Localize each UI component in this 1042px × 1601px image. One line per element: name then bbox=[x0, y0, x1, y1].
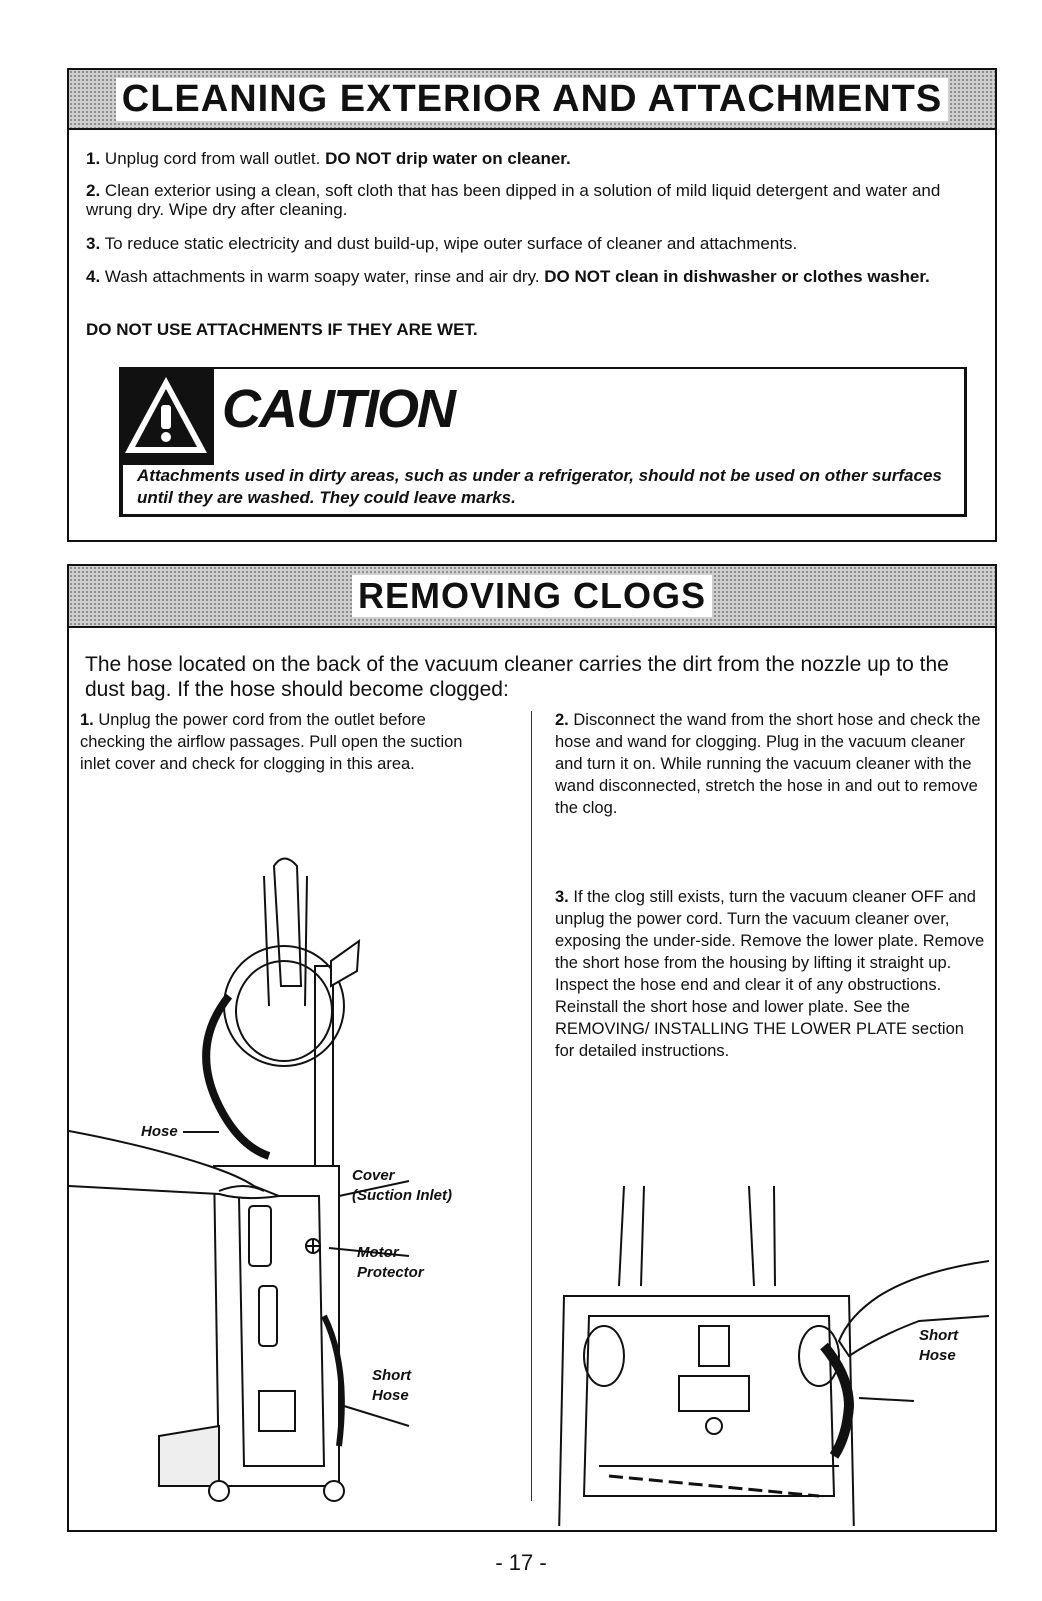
caution-frame-right bbox=[964, 367, 967, 517]
caution-panel bbox=[119, 367, 967, 517]
caution-icon-block bbox=[119, 367, 214, 465]
label-motor: Motor bbox=[357, 1244, 399, 1261]
cleaning-step-1: 1. Unplug cord from wall outlet. DO NOT drip water on cleaner. bbox=[86, 149, 571, 168]
label-cover-sub: (Suction Inlet) bbox=[352, 1187, 452, 1204]
label-short-hose-left-sub: Hose bbox=[372, 1387, 409, 1404]
warning-triangle-icon bbox=[119, 367, 214, 465]
clog-step-2: 2. Disconnect the wand from the short hose and check the hose and wand for clogging. Plug in the vacuum cleaner and turn it on. While running the vacuum cleaner with the wand disconnected, stretch the hose in and out to remove the clog. bbox=[555, 711, 981, 817]
clog-step-3: 3. If the clog still exists, turn the vacuum cleaner OFF and unplug the power cord. Turn the vacuum cleaner over, exposing the under-side. Remove the lower plate. Remove the short hose from the housing by lifting it straight up. Inspect the hose end and clear it of any obstructions. Reinstall the short hose and lower plate. See the REMOVING/ INSTALLING THE LOWER PLATE section for detailed instructions. bbox=[555, 888, 985, 1060]
cleaning-section bbox=[67, 68, 997, 542]
caution-text: Attachments used in dirty areas, such as under a refrigerator, should not be used on other surfaces until they are washed. They could leave marks. bbox=[137, 466, 942, 507]
label-cover: Cover bbox=[352, 1167, 395, 1184]
column-divider bbox=[531, 711, 532, 1501]
cleaning-step-2: 2. Clean exterior using a clean, soft cloth that has been dipped in a solution of mild liquid detergent and water and wrung dry. Wipe dry after cleaning. bbox=[86, 181, 941, 219]
label-motor-sub: Protector bbox=[357, 1264, 424, 1281]
removing-clogs-section bbox=[67, 564, 997, 1532]
removing-clogs-intro: The hose located on the back of the vacuum cleaner carries the dirt from the nozzle up to the dust bag. If the hose should become clogged: bbox=[85, 653, 949, 701]
wet-attachments-warning: DO NOT USE ATTACHMENTS IF THEY ARE WET. bbox=[86, 320, 478, 339]
removing-clogs-banner bbox=[69, 566, 995, 628]
caution-frame-left bbox=[119, 462, 123, 517]
label-short-hose-right: Short bbox=[919, 1327, 959, 1344]
cleaning-section-banner bbox=[69, 70, 995, 130]
cleaning-section-title: CLEANING EXTERIOR AND ATTACHMENTS bbox=[116, 78, 948, 121]
label-short-hose-left: Short bbox=[372, 1367, 412, 1384]
label-hose: Hose bbox=[141, 1123, 178, 1140]
cleaning-step-4: 4. Wash attachments in warm soapy water, rinse and air dry. DO NOT clean in dishwasher or clothes washer. bbox=[86, 267, 930, 286]
caution-title: CAUTION bbox=[222, 379, 454, 439]
caution-frame-top bbox=[214, 367, 967, 369]
removing-clogs-title: REMOVING CLOGS bbox=[352, 575, 712, 617]
caution-frame-bottom bbox=[119, 514, 967, 517]
cleaning-step-3: 3. To reduce static electricity and dust build-up, wipe outer surface of cleaner and attachments. bbox=[86, 234, 798, 253]
label-short-hose-right-sub: Hose bbox=[919, 1347, 956, 1364]
page-number: - 17 - bbox=[495, 1550, 547, 1575]
clog-step-1: 1. Unplug the power cord from the outlet before checking the airflow passages. Pull open the suction inlet cover and check for clogging in this area. bbox=[80, 711, 463, 773]
